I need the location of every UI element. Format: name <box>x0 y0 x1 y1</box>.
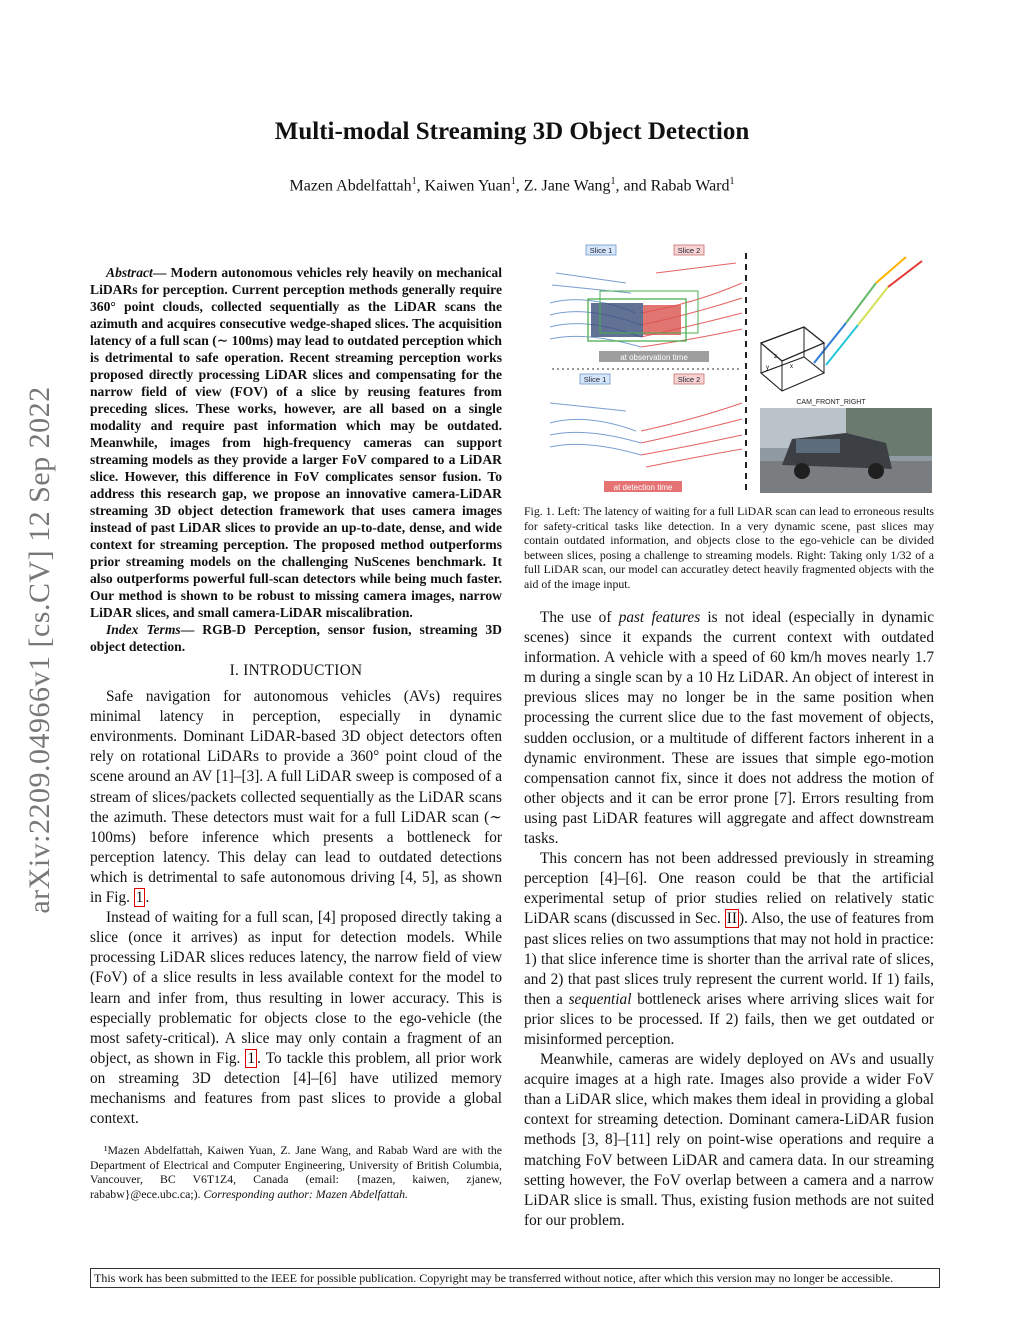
figure-1 <box>546 243 934 495</box>
slice2-label-bottom: Slice 2 <box>677 375 701 384</box>
intro-paragraph-1: Safe navigation for autonomous vehicles (AVs) requires minimal latency in perception, especially in dynamic environments. Dominant LiDAR-based 3D object detectors often rely on rotational LiDARs to provide a 360° point cloud of the scene around an AV [1]–[3]. A full LiDAR sweep is composed of a stream of slices/packets collected sequentially as the LiDAR scans the azimuth. These detectors must wait for a full LiDAR scan (∼ 100ms) before inference which presents a bottleneck for perception latency. This delay can lead to outdated detections which is detrimental to safe autonomous driving [4, 5], as shown in Fig. 1 . <box>90 688 502 907</box>
axis-z-label: z <box>774 354 777 360</box>
section-link[interactable]: II <box>726 910 737 928</box>
right-paragraph-3: Meanwhile, cameras are widely deployed on AVs and usually acquire images at a high rate. Images also provide a wider FoV than a LiDAR slice, which makes them ideal in providing a global context for streaming detection. Dominant camera-LiDAR fusion methods [3, 8]–[11] rely on point-wise operations and require a matching FoV between LiDAR and camera data. In our streaming setting however, the FoV overlap between a camera and a narrow LiDAR slice is small. Thus, existing fusion methods are not suited for our problem. <box>524 1051 934 1229</box>
intro-paragraph-2: Instead of waiting for a full scan, [4] proposed directly taking a slice (once it arrives) as input for detection models. While processing LiDAR slices reduces latency, the narrow field of view (FoV) of a slice results in less available context for the model to learn and infer from, thus resulting in lower accuracy. This is especially problematic for objects close to the ego-vehicle (the most safety-critical). A slice may only contain a fragment of an object, as shown in Fig. 1 . To tackle this problem, all prior work on streaming 3D detection [4]–[6] have utilized memory mechanisms and features from past slices to provide a global context. <box>90 909 502 1128</box>
lidar-top-panel <box>550 245 742 362</box>
figure-link[interactable]: 1 <box>247 1049 256 1067</box>
axis-x-label: x <box>790 364 793 370</box>
observation-time-label: at observation time <box>620 353 688 362</box>
slice1-label-bottom: Slice 1 <box>583 375 607 384</box>
copyright-notice: This work has been submitted to the IEEE for possible publication. Copyright may be transferred without notice, after which this version may no longer be accessible. <box>90 1268 940 1288</box>
section-heading-introduction: I. INTRODUCTION <box>229 662 363 679</box>
author-list: Mazen Abdelfattah$^1$, Kaiwen Yuan$^1$, Z. Jane Wang$^1$, and Rabab Ward$^1$ <box>289 176 735 195</box>
detection-3d-panel <box>761 257 922 391</box>
camera-image-panel <box>760 399 932 493</box>
arxiv-stamp: arXiv:2209.04966v1 [cs.CV] 12 Sep 2022 <box>23 386 56 914</box>
detection-time-label: at detection time <box>613 483 673 492</box>
camera-label: CAM_FRONT_RIGHT <box>796 399 866 406</box>
index-terms: Index Terms— RGB-D Perception, sensor fusion, streaming 3D object detection. <box>90 622 502 654</box>
right-paragraph-1: The use of past features is not ideal (especially in dynamic scenes) since it expands the current context with outdated information. A vehicle with a speed of 60 km/h moves nearly 1.7 m during a single scan by a 10 Hz LiDAR. An object of interest in previous slices may no longer be in the same position when processing the current slice due to the fast movement of objects, sudden occlusion, or a multitude of different factors inherent in a dynamic environment. These are issues that simple ego-motion compensation cannot fix, since it does not address the motion of other objects and it can be error prone [7]. Errors resulting from using past LiDAR features will aggregate and affect downstream tasks. <box>524 609 935 848</box>
slice1-label-top: Slice 1 <box>589 246 613 255</box>
abstract: Abstract— Modern autonomous vehicles rely heavily on mechanical LiDARs for perception. Current perception methods generally require 360° point clouds, collected sequentially as the LiDAR scans the azimuth and acquires consecutive wedge-shaped slices. The acquisition latency of a full scan (∼ 100ms) may lead to outdated perception which is detrimental to safe operation. Recent streaming perception works proposed directly processing LiDAR slices and compensating for the narrow field of view (FOV) of a slice by reusing features from preceding slices. These works, however, are all based on a single modality and require past information which may be outdated. Meanwhile, images from high-frequency cameras can support streaming models as they provide a larger FoV compared to a LiDAR slice. However, this difference in FoV complicates sensor fusion. To address this research gap, we propose an innovative camera-LiDAR streaming 3D object detection framework that uses camera images instead of past LiDAR slices to provide an up-to-date, dense, and wide context for streaming perception. The proposed method outperforms prior streaming models on the challenging NuScenes benchmark. It also outperforms powerful full-scan detectors while being much faster. Our method is shown to be robust to missing camera images, narrow LiDAR slices, and small camera-LiDAR miscalibration. <box>90 265 502 620</box>
slice2-label-top: Slice 2 <box>677 246 701 255</box>
left-column <box>90 264 502 1202</box>
right-column <box>524 608 934 1231</box>
figure-link[interactable]: 1 <box>135 889 144 907</box>
figure-caption: Fig. 1. Left: The latency of waiting for a full LiDAR scan can lead to erroneous results for safety-critical tasks like detection. In a very dynamic scene, past slices may contain outdated information, and objects close to the ego-vehicle can be divided between slices, posing a challenge to streaming models. Right: Taking only 1/32 of a full LiDAR scan, our model can accuratley detect heavily fragmented objects with the aid of the image input. <box>524 504 934 591</box>
paper-title: Multi-modal Streaming 3D Object Detection <box>274 118 750 145</box>
right-paragraph-2: This concern has not been addressed previously in streaming perception [4]–[6]. One reason could be that the artificial experimental setup of prior studies relied on relatively static LiDAR scans (discussed in Sec. II ). Also, the use of features from past slices relies on two assumptions that may not hold in practice: 1) that slice inference time is shorter than the arrival rate of slices, and 2) that past slices truly represent the current world. If 1) fails, then a sequential bottleneck arises where arriving slices wait for prior slices to be processed. If 2) fails, then we get outdated or misinformed perception. <box>524 850 934 1048</box>
axis-y-label: y <box>766 365 769 371</box>
lidar-bottom-panel <box>550 374 742 492</box>
author-footnote: ¹Mazen Abdelfattah, Kaiwen Yuan, Z. Jane Wang, and Rabab Ward are with the Department of Electrical and Computer Engineering, University of British Columbia, Vancouver, BC V6T1Z4, Canada (email: {mazen, kaiwen, zjanew, rababw}@ece.ubc.ca;). Corresponding author: Mazen Abdelfattah. <box>90 1143 502 1201</box>
